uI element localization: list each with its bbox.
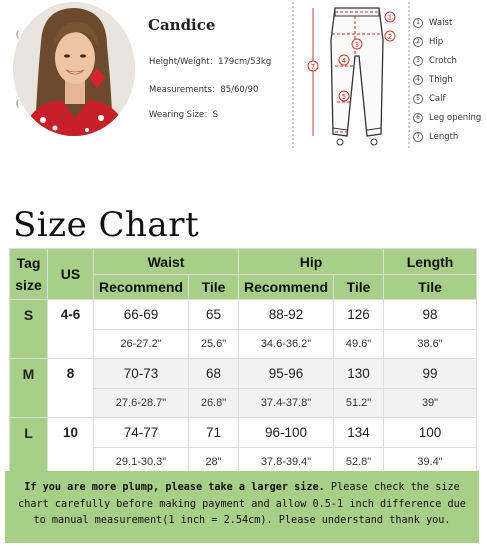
hip-tile-inch: 52.8" xyxy=(334,448,384,477)
waist-recommend-cm: 70-73 xyxy=(94,359,189,389)
size-label: M xyxy=(10,359,48,418)
hip-recommend-inch: 34.6-36.2" xyxy=(239,330,334,359)
size-label: L xyxy=(10,418,48,477)
hip-tile-cm: 130 xyxy=(334,359,384,389)
size-label: S xyxy=(10,300,48,359)
svg-text:5: 5 xyxy=(341,93,347,101)
svg-text:2: 2 xyxy=(387,33,393,41)
legend-number-icon: 3 xyxy=(413,56,423,66)
legend-item: 7 Length xyxy=(413,127,481,146)
waist-recommend-cm: 74-77 xyxy=(94,418,189,448)
model-wearing-size: Wearing Size：S xyxy=(149,110,219,120)
hip-tile-inch: 49.6" xyxy=(334,330,384,359)
legend-item: 6 Leg opening xyxy=(413,108,481,127)
hip-recommend-cm: 88-92 xyxy=(239,300,334,330)
hip-recommend-cm: 95-96 xyxy=(239,359,334,389)
measurement-legend xyxy=(413,13,481,146)
model-measurements: Measurements：85/60/90 xyxy=(149,85,259,95)
size-chart-title: Size Chart xyxy=(13,205,200,245)
header-waist: Waist xyxy=(94,249,239,275)
header-hip-tile: Tile xyxy=(334,275,384,300)
table-row xyxy=(10,359,477,389)
us-size: 4-6 xyxy=(48,300,94,359)
length-cm: 98 xyxy=(384,300,477,330)
length-cm: 99 xyxy=(384,359,477,389)
waist-recommend-inch: 27.6-28.7" xyxy=(94,389,189,418)
model-photo xyxy=(13,2,135,136)
hip-tile-inch: 51.2" xyxy=(334,389,384,418)
us-size: 8 xyxy=(48,359,94,418)
model-height-weight: Height/Weight：179cm/53kg xyxy=(149,57,272,67)
hip-recommend-cm: 96-100 xyxy=(239,418,334,448)
hip-tile-cm: 134 xyxy=(334,418,384,448)
waist-recommend-inch: 26-27.2" xyxy=(94,330,189,359)
length-inch: 39" xyxy=(384,389,477,418)
length-cm: 100 xyxy=(384,418,477,448)
pants-measurement-diagram xyxy=(291,0,411,152)
legend-number-icon: 4 xyxy=(413,75,423,85)
legend-number-icon: 1 xyxy=(413,18,423,28)
us-size: 10 xyxy=(48,418,94,477)
svg-text:7: 7 xyxy=(310,63,316,71)
svg-text:3: 3 xyxy=(354,41,360,49)
note-text: Please check the size chart carefully before making payment and allow 0.5-1 inch difference due to manual measurement(1 inch = 2.54cm). Please understand thank you. xyxy=(18,482,466,526)
waist-tile-cm: 71 xyxy=(189,418,239,448)
legend-item: 3 Crotch xyxy=(413,51,481,70)
header-waist-recommend: Recommend xyxy=(94,275,189,300)
header-tag-size: Tag size xyxy=(10,249,48,300)
waist-tile-inch: 28" xyxy=(189,448,239,477)
legend-item: 5 Calf xyxy=(413,89,481,108)
legend-item: 4 Thigh xyxy=(413,70,481,89)
waist-tile-inch: 25.6" xyxy=(189,330,239,359)
size-advice-note xyxy=(5,471,479,543)
waist-tile-cm: 65 xyxy=(189,300,239,330)
size-chart-table xyxy=(9,248,477,477)
hip-tile-cm: 126 xyxy=(334,300,384,330)
legend-number-icon: 2 xyxy=(413,37,423,47)
table-row xyxy=(10,418,477,448)
length-inch: 39.4" xyxy=(384,448,477,477)
header-hip: Hip xyxy=(239,249,384,275)
waist-recommend-inch: 29.1-30.3" xyxy=(94,448,189,477)
model-name: Candice xyxy=(148,16,216,34)
svg-text:4: 4 xyxy=(341,57,347,65)
header-us: US xyxy=(48,249,94,300)
legend-number-icon: 6 xyxy=(413,113,423,123)
legend-item: 2 Hip xyxy=(413,32,481,51)
hip-recommend-inch: 37.4-37.8" xyxy=(239,389,334,418)
svg-text:1: 1 xyxy=(387,14,393,22)
header-length-tile: Tile xyxy=(384,275,477,300)
header-waist-tile: Tile xyxy=(189,275,239,300)
model-profile xyxy=(0,0,487,152)
waist-recommend-cm: 66-69 xyxy=(94,300,189,330)
waist-tile-cm: 68 xyxy=(189,359,239,389)
note-bold-text: If you are more plump, please take a larger size. xyxy=(24,482,325,493)
waist-tile-inch: 26.8" xyxy=(189,389,239,418)
hip-recommend-inch: 37.8-39.4" xyxy=(239,448,334,477)
length-inch: 38.6" xyxy=(384,330,477,359)
header-hip-recommend: Recommend xyxy=(239,275,334,300)
header-length: Length xyxy=(384,249,477,275)
table-row xyxy=(10,300,477,330)
legend-number-icon: 5 xyxy=(413,94,423,104)
legend-number-icon: 7 xyxy=(413,132,423,142)
legend-item: 1 Waist xyxy=(413,13,481,32)
